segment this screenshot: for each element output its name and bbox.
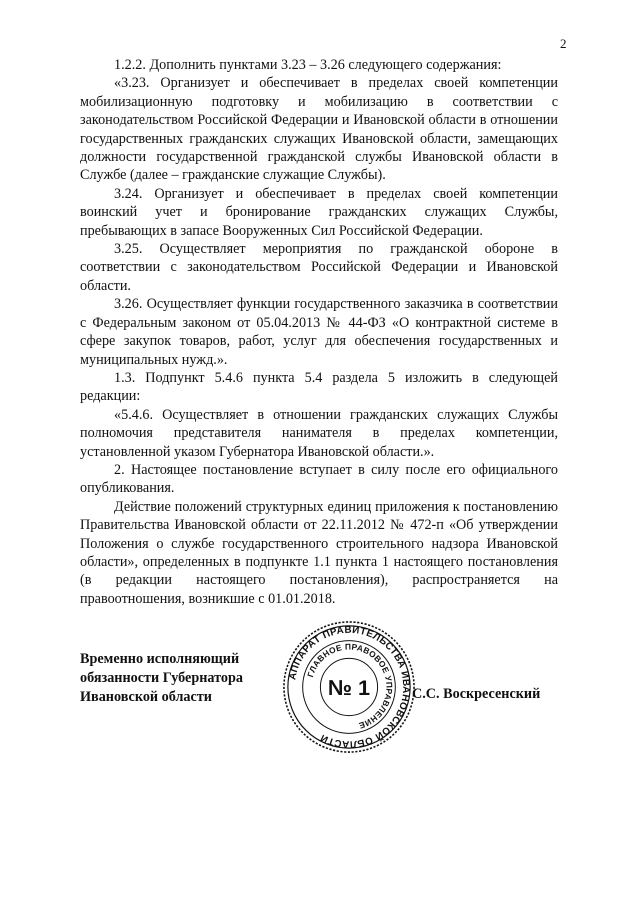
stamp-number: № 1 (327, 674, 371, 700)
signatory-position-line1: Временно исполняющий (80, 651, 240, 667)
paragraph-3-25: 3.25. Осуществляет мероприятия по гражданской обороне в соответствии с законодательством Российской Федерации и Ивановской области. (80, 241, 558, 294)
signatory-position (80, 650, 243, 707)
paragraph-effect: Действие положений структурных единиц приложения к постановлению Правительства Ивановской области от 22.11.2012 № 472-п «Об утверждении Положения о службе государственного строительного надзора Ивановской области», определенных в подпункте 1.1 пункта 1 настоящего постановления (в редакции настоящего постановления), распространяется на правоотношения, возникшие с 01.01.2018. (80, 498, 558, 607)
paragraph-3-23: «3.23. Организует и обеспечивает в пределах своей компетенции мобилизационную подготовку и мобилизацию в соответствии с законодательством Российской Федерации и Ивановской области в отношении государственных гражданских служащих Ивановской области, замещающих должности государственной гражданской службы Ивановской области в Службе (далее – гражданские служащие Службы). (80, 75, 558, 184)
page-number: 2 (560, 36, 567, 51)
document-body (80, 56, 558, 608)
paragraph-1-2-2: 1.2.2. Дополнить пунктами 3.23 – 3.26 следующего содержания: (114, 57, 502, 73)
signatory-name: С.С. Воскресенский (412, 686, 541, 702)
paragraph-2: 2. Настоящее постановление вступает в силу после его официального опубликования. (80, 461, 558, 497)
paragraph-1-3: 1.3. Подпункт 5.4.6 пункта 5.4 раздела 5 изложить в следующей редакции: (80, 369, 558, 405)
paragraph-3-26: 3.26. Осуществляет функции государственного заказчика в соответствии с Федеральным законом от 05.04.2013 № 44-ФЗ «О контрактной системе в сфере закупок товаров, работ, услуг для обеспечения государственных и муниципальных нужд.». (80, 296, 558, 368)
official-stamp (280, 618, 418, 756)
paragraph-5-4-6: «5.4.6. Осуществляет в отношении гражданских служащих Службы полномочия представителя нанимателя в пределах компетенции, установленной указом Губернатора Ивановской области.». (80, 406, 558, 460)
signatory-position-line2: обязанности Губернатора (80, 670, 243, 686)
stamp-ring-text: АППАРАТ ПРАВИТЕЛЬСТВА ИВАНОВСКОЙ ОБЛАСТИ (287, 624, 412, 750)
signatory-position-line3: Ивановской области (80, 689, 212, 705)
stamp-inner-text: ГЛАВНОЕ ПРАВОВОЕ УПРАВЛЕНИЕ (305, 641, 395, 731)
paragraph-3-24: 3.24. Организует и обеспечивает в пределах своей компетенции воинский учет и бронирование гражданских служащих Службы, пребывающих в запасе Вооруженных Сил Российской Федерации. (80, 185, 558, 239)
